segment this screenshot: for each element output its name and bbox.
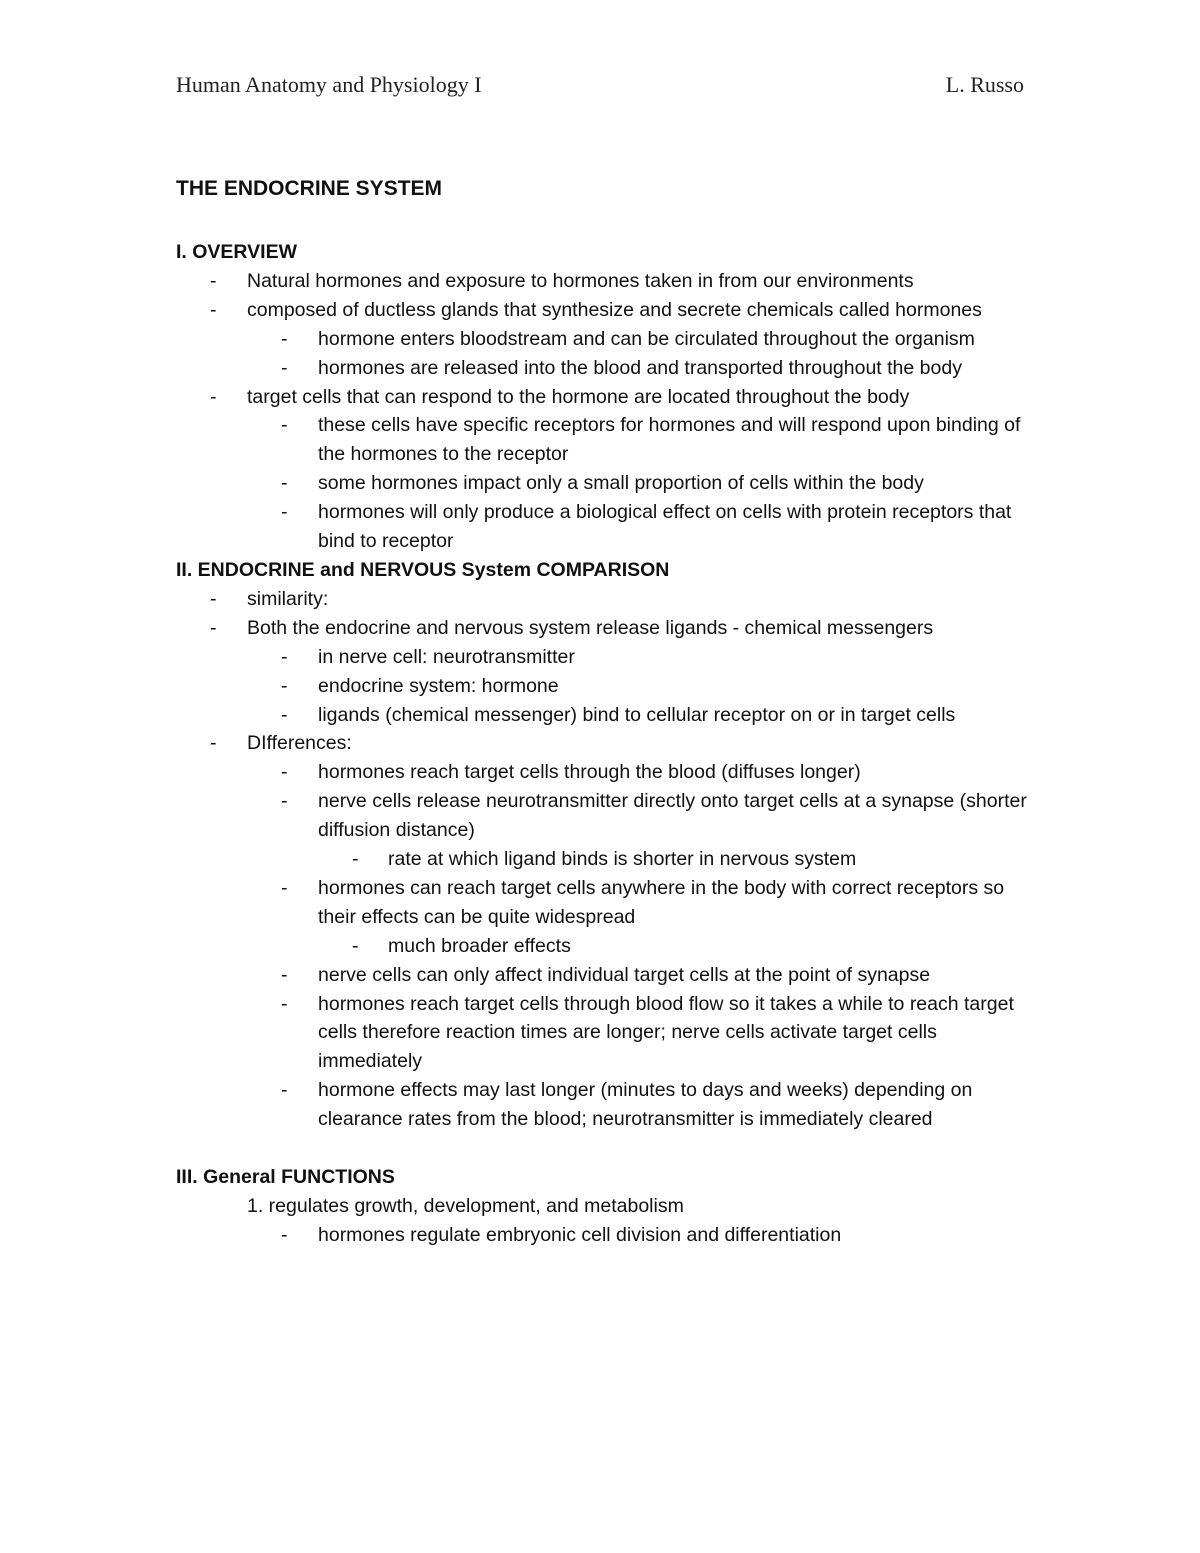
list-item: [176, 354, 1036, 383]
list-item-text: hormones can reach target cells anywhere in the body with correct receptors so their effects can be quite widespread: [318, 876, 1005, 928]
list-item: [176, 296, 1036, 325]
bullet-dash: -: [210, 587, 217, 610]
list-item-text: in nerve cell: neurotransmitter: [318, 645, 575, 668]
bullet-dash: -: [281, 501, 288, 524]
bullet-dash: -: [210, 269, 217, 292]
list-item: [176, 787, 1036, 845]
bullet-dash: -: [281, 414, 288, 437]
list-item-text: rate at which ligand binds is shorter in nervous system: [388, 848, 857, 871]
bullet-dash: -: [281, 761, 288, 784]
list-item: [176, 585, 1036, 614]
bullet-dash: -: [281, 703, 288, 726]
list-item-text: ligands (chemical messenger) bind to cellular receptor on or in target cells: [318, 703, 956, 726]
list-item-text: some hormones impact only a small proportion of cells within the body: [318, 472, 924, 495]
bullet-dash: -: [210, 298, 217, 321]
list-item: [176, 643, 1036, 672]
list-item-text: hormone effects may last longer (minutes to days and weeks) depending on clearance rates from the blood; neurotransmitter is immediately cleared: [318, 1079, 973, 1131]
list-item-text: these cells have specific receptors for hormones and will respond upon binding of the hormones to the receptor: [318, 414, 1021, 466]
bullet-dash: -: [210, 385, 217, 408]
list-item-text: Both the endocrine and nervous system release ligands - chemical messengers: [247, 616, 934, 639]
bullet-dash: -: [281, 472, 288, 495]
list-item: [176, 701, 1036, 730]
list-item-text: endocrine system: hormone: [318, 674, 559, 697]
list-item: [176, 383, 1036, 412]
list-item-text: Natural hormones and exposure to hormones taken in from our environments: [247, 269, 914, 292]
bullet-dash: -: [281, 356, 288, 379]
list-item-text: hormone enters bloodstream and can be circulated throughout the organism: [318, 327, 975, 350]
list-item: [176, 729, 1036, 758]
list-item-text: hormones reach target cells through the blood (diffuses longer): [318, 761, 861, 784]
bullet-dash: -: [210, 616, 217, 639]
bullet-dash: -: [281, 645, 288, 668]
list-item: [176, 325, 1036, 354]
list-item-text: similarity:: [247, 587, 329, 610]
section-heading-comparison: II. ENDOCRINE and NERVOUS System COMPARISON: [176, 558, 670, 581]
section-heading-overview: I. OVERVIEW: [176, 241, 297, 263]
bullet-dash: -: [281, 963, 288, 986]
bullet-dash: -: [281, 1079, 288, 1102]
list-item-text: DIfferences:: [247, 732, 352, 755]
list-item: [176, 1221, 1036, 1250]
list-item-text: hormones are released into the blood and transported throughout the body: [318, 356, 962, 379]
list-item: [176, 758, 1036, 787]
list-item: [176, 874, 1036, 932]
list-item-text: composed of ductless glands that synthesize and secrete chemicals called hormones: [247, 298, 982, 321]
list-item: [176, 961, 1036, 990]
bullet-dash: -: [281, 876, 288, 899]
list-item-text: hormones regulate embryonic cell division and differentiation: [318, 1223, 842, 1246]
list-item: [176, 614, 1036, 643]
bullet-dash: -: [210, 732, 217, 755]
section-heading-functions: III. General FUNCTIONS: [176, 1166, 395, 1189]
document-title: THE ENDOCRINE SYSTEM: [176, 177, 443, 200]
list-item-text: hormones reach target cells through blood flow so it takes a while to reach target cells therefore reaction times are longer; nerve cells activate target cells immediately: [318, 992, 1014, 1073]
list-item: [176, 267, 1036, 296]
bullet-dash: -: [281, 674, 288, 697]
list-item-text: target cells that can respond to the hormone are located throughout the body: [247, 385, 910, 408]
bullet-dash: -: [281, 1223, 288, 1246]
list-item: [176, 498, 1036, 556]
bullet-dash: -: [352, 934, 359, 957]
list-item-text: much broader effects: [388, 934, 571, 957]
list-item-text: hormones will only produce a biological effect on cells with protein receptors that bind to receptor: [318, 501, 1012, 553]
bullet-dash: -: [281, 327, 288, 350]
bullet-dash: -: [281, 790, 288, 813]
document-body: [176, 174, 1036, 1250]
list-item: [176, 1076, 1036, 1134]
author-name: L. Russo: [945, 72, 1024, 97]
numbered-item: [176, 1192, 1036, 1221]
bullet-dash: -: [352, 848, 359, 871]
list-item: [176, 411, 1036, 469]
list-item: [176, 845, 1036, 874]
course-title: Human Anatomy and Physiology I: [176, 72, 482, 97]
list-item: [176, 469, 1036, 498]
page-header: [176, 72, 1024, 102]
numbered-item-text: 1. regulates growth, development, and metabolism: [247, 1195, 684, 1217]
list-item-text: nerve cells can only affect individual target cells at the point of synapse: [318, 963, 931, 986]
list-item: [176, 672, 1036, 701]
list-item-text: nerve cells release neurotransmitter directly onto target cells at a synapse (shorter diffusion distance): [318, 790, 1027, 842]
list-item: [176, 932, 1036, 961]
list-item: [176, 990, 1036, 1077]
bullet-dash: -: [281, 992, 288, 1015]
